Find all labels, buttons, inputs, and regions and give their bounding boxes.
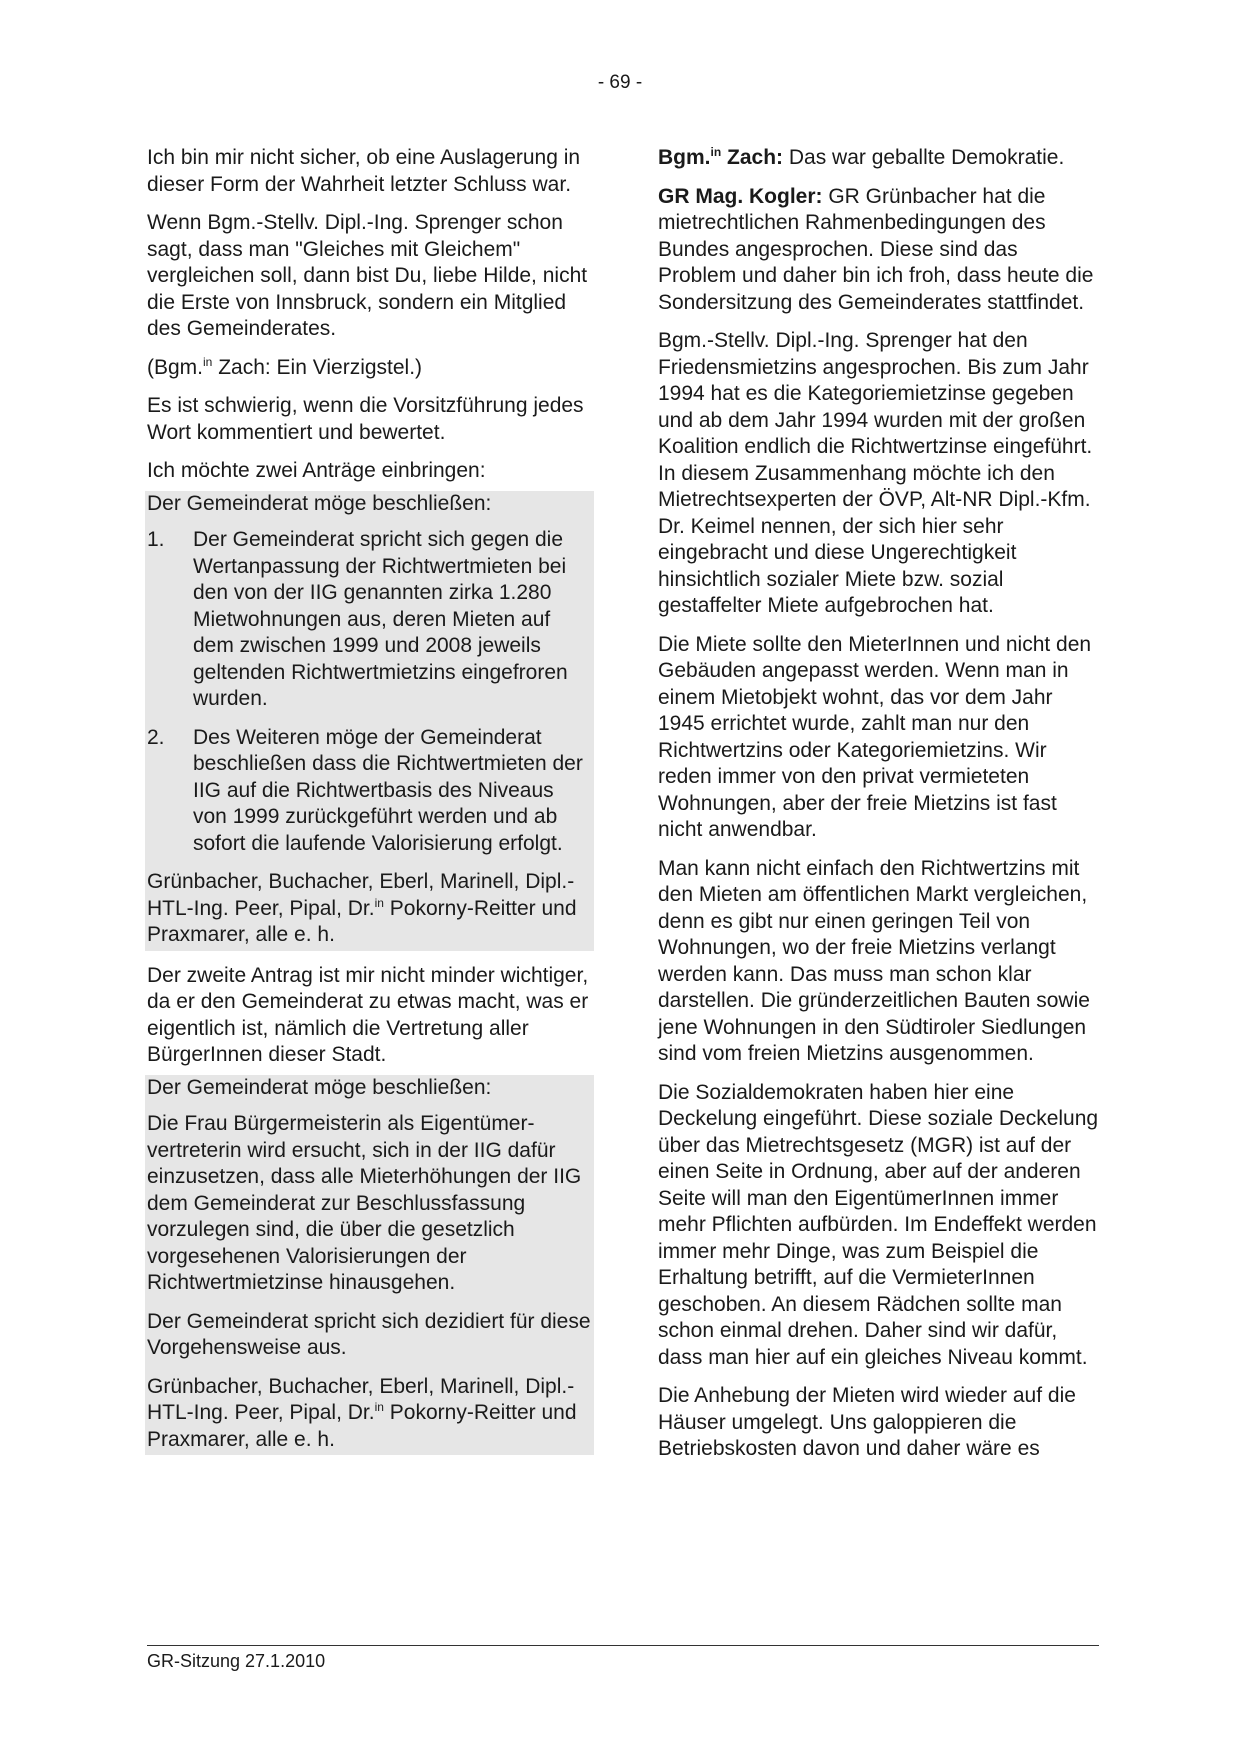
paragraph: Die Sozialdemokraten haben hier eine Deckelung eingeführt. Diese soziale Deckelung über das Mietrechtsgesetz (MGR) ist auf der einen Seite in Ordnung, aber auf der anderen Seite will man den EigentümerInnen immer mehr Pflichten aufbürden. Im Endeffekt werden immer mehr Dinge, was zum Beispiel die Erhaltung betrifft, auf die VermieterInnen geschoben. An diesem Rädchen sollte man schon einmal drehen. Daher sind wir dafür, dass man hier auf ein gleiches Niveau kommt. [658, 1080, 1099, 1369]
speech: GR Mag. Kogler: GR Grünbacher hat die mietrechtlichen Rahmenbedingungen des Bundes angesprochen. Diese sind das Problem und daher bin ich froh, dass heute die Sondersitzung des Gemeinderates stattfindet. [658, 184, 1094, 314]
paragraph: Die Anhebung der Mieten wird wieder auf die Häuser umgelegt. Uns galoppieren die Betriebskosten davon und daher wäre es [658, 1384, 1076, 1460]
footer-divider [147, 1645, 1099, 1646]
paragraph: Bgm.-Stellv. Dipl.-Ing. Sprenger hat den Friedensmietzins angesprochen. Bis zum Jahr 1994 hat es die Kategoriemietzinse gegeben und ab dem Jahr 1994 wurden mit der großen Koalition endlich die Richtwertzinse eingeführt. In diesem Zusammenhang möchte ich den Mietrechtsexperten der ÖVP, Alt-NR Dipl.-Kfm. Dr. Keimel nennen, der sich hier sehr eingebracht und diese Ungerechtigkeit hinsichtlich sozialer Miete bzw. sozial gestaffelter Miete aufgebrochen hat. [658, 329, 1093, 617]
list-text: Des Weiteren möge der Gemeinderat beschließen dass die Richtwertmieten der IIG auf die Richtwertbasis des Niveaus von 1999 zurückgeführt werden und ab sofort die laufende Valorisierung erfolgt. [193, 725, 583, 855]
speaker-name: GR Mag. Kogler: [658, 184, 823, 208]
motion-signers: Grünbacher, Buchacher, Eberl, Marinell, Dipl.-HTL-Ing. Peer, Pipal, Dr.$^{in}$ Pokorny-Reitter und Praxmarer, alle e. h. [147, 1374, 577, 1451]
speech: Bgm.$^{in}$ Zach: Das war geballte Demokratie. [658, 145, 1065, 169]
motion-list [147, 527, 592, 857]
motion-heading: Der Gemeinderat möge beschließen: [147, 491, 492, 515]
list-number: 1. [147, 528, 165, 551]
list-text: Der Gemeinderat spricht sich gegen die Wertanpassung der Richtwertmieten bei den von der IIG genannten zirka 1.280 Mietwohnungen aus, deren Mieten auf dem zwischen 1999 und 2008 jeweils geltenden Richtwertmietzins eingefroren wurden. [193, 528, 568, 710]
speaker-name: Bgm.$^{in}$ Zach: [658, 145, 784, 169]
list-item [147, 725, 592, 858]
paragraph: Der zweite Antrag ist mir nicht minder wichtiger, da er den Gemeinderat zu etwas macht, was er eigentlich ist, nämlich die Vertretung aller BürgerInnen dieser Stadt. [147, 963, 589, 1066]
motion-signers: Grünbacher, Buchacher, Eberl, Marinell, Dipl.-HTL-Ing. Peer, Pipal, Dr.$^{in}$ Pokorny-Reitter und Praxmarer, alle e. h. [147, 870, 577, 946]
motion-body: Die Frau Bürgermeisterin als Eigentümervertreterin wird ersucht, sich in der IIG dafür einzusetzen, dass alle Mieterhöhungen der IIG dem Gemeinderat zur Beschlussfassung vorzulegen sind, die über die gesetzlich vorgesehenen Valorisierungen der Richtwertmietzinse hinausgehen. [147, 1112, 582, 1294]
paragraph: Ich bin mir nicht sicher, ob eine Auslagerung in dieser Form der Wahrheit letzter Schluss war. [147, 146, 581, 196]
page-number: - 69 - [597, 72, 643, 93]
paragraph: Man kann nicht einfach den Richtwertzins mit den Mieten am öffentlichen Markt vergleichen, denn es gibt nur einen geringen Teil von Wohnungen, wo der freie Mietzins verlangt werden kann. Das muss man schon klar darstellen. Die gründerzeitlichen Bauten sowie jene Wohnungen in den Südtiroler Siedlungen sind vom freien Mietzins ausgenommen. [658, 856, 1090, 1065]
motion-box-2 [145, 1075, 594, 1456]
footer-text: GR-Sitzung 27.1.2010 [147, 1651, 326, 1671]
motion-heading: Der Gemeinderat möge beschließen: [147, 1075, 492, 1099]
paragraph: Es ist schwierig, wenn die Vorsitzführung jedes Wort kommentiert und bewertet. [147, 394, 584, 444]
paragraph: Ich möchte zwei Anträge einbringen: [147, 459, 486, 482]
paragraph: Wenn Bgm.-Stellv. Dipl.-Ing. Sprenger schon sagt, dass man "Gleiches mit Gleichem" vergleichen soll, dann bist Du, liebe Hilde, nicht die Erste von Innsbruck, sondern ein Mitglied des Gemeinderates. [147, 211, 588, 340]
interjection: (Bgm.$^{in}$ Zach: Ein Vierzigstel.) [147, 354, 423, 379]
list-number: 2. [147, 725, 165, 749]
right-column [658, 145, 1100, 1475]
left-column [147, 145, 592, 1467]
motion-box-1 [145, 491, 594, 951]
paragraph: Die Miete sollte den MieterInnen und nicht den Gebäuden angepasst werden. Wenn man in einem Mietobjekt wohnt, das vor dem Jahr 1945 errichtet wurde, zahlt man nur den Richtwertzins oder Kategoriemietzins. Wir reden immer von den privat vermieteten Wohnungen, aber der freie Mietzins ist fast nicht anwendbar. [658, 632, 1092, 841]
motion-body: Der Gemeinderat spricht sich dezidiert für diese Vorgehensweise aus. [147, 1309, 591, 1359]
list-item [147, 527, 592, 713]
